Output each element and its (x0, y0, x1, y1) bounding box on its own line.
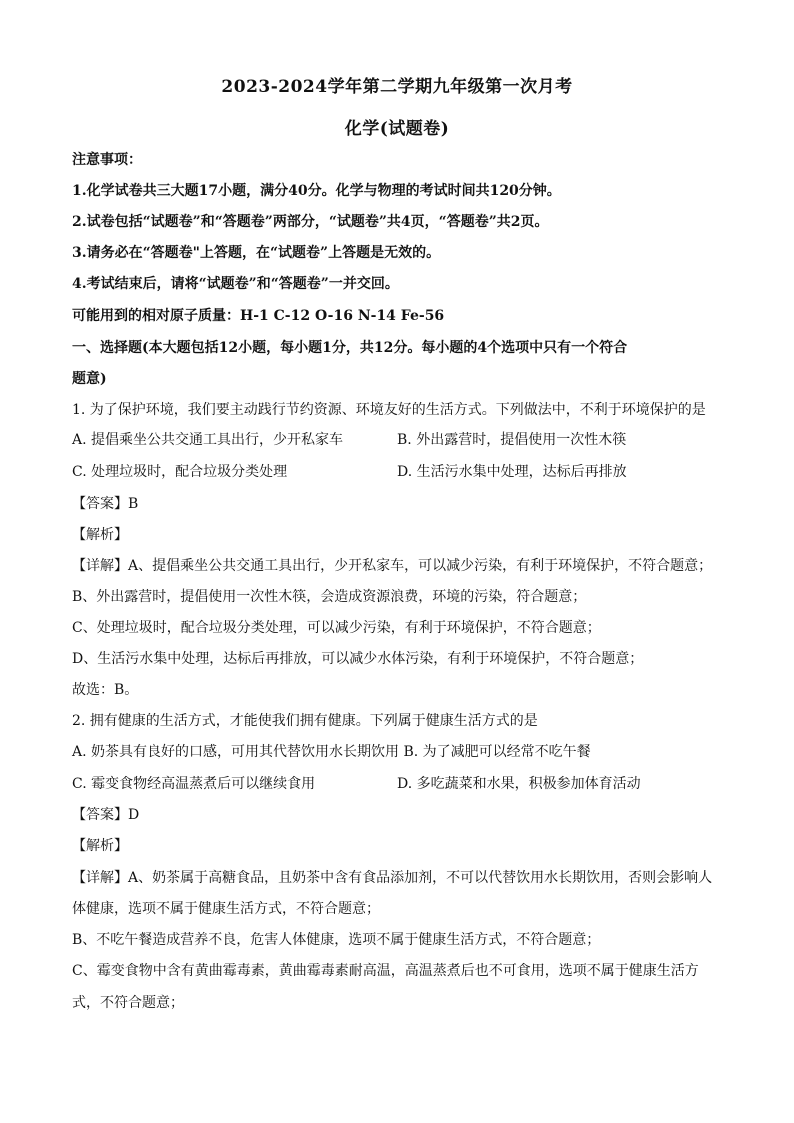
question-2-option-c: C. 霉变食物经高温蒸煮后可以继续食用 (72, 776, 316, 792)
question-1-option-d: D. 生活污水集中处理，达标后再排放 (397, 464, 627, 480)
question-2-option-d: D. 多吃蔬菜和水果，积极参加体育活动 (397, 776, 641, 792)
notice-item-3: 3.请务必在“答题卷"上答题，在“试题卷”上答题是无效的。 (72, 245, 441, 261)
question-1-option-c: C. 处理垃圾时，配合垃圾分类处理 (72, 464, 288, 480)
question-1-detail-d: D、生活污水集中处理，达标后再排放，可以减少水体污染，有利于环境保护，不符合题意； (72, 651, 644, 667)
notice-item-4: 4.考试结束后，请将“试题卷”和“答题卷”一并交回。 (72, 276, 399, 292)
question-2-detail-c-cont: 式，不符合题意； (72, 995, 184, 1011)
question-2-analysis-label: 【解析】 (72, 838, 128, 854)
question-2-detail-a: 【详解】A、奶茶属于高糖食品，且奶茶中含有食品添加剂，不可以代替饮用水长期饮用，否则会影响人 (72, 870, 713, 886)
question-1-option-a: A. 提倡乘坐公共交通工具出行，少开私家车 (72, 432, 344, 448)
question-2-detail-c: C、霉变食物中含有黄曲霉毒素，黄曲霉毒素耐高温，高温蒸煮后也不可食用，选项不属于健康生活方 (72, 963, 699, 979)
question-1-detail-c: C、处理垃圾时，配合垃圾分类处理，可以减少污染，有利于环境保护，不符合题意； (72, 620, 601, 636)
notice-heading: 注意事项： (72, 152, 142, 168)
section-heading-cont: 题意) (72, 371, 107, 387)
question-1-options-row2 (72, 462, 722, 482)
page-subtitle: 化学(试题卷) (344, 119, 450, 139)
question-1-options-row1 (72, 430, 722, 450)
question-2-options-ab: A. 奶茶具有良好的口感，可用其代替饮用水长期饮用 B. 为了减肥可以经常不吃午餐 (72, 744, 591, 760)
notice-item-1: 1.化学试卷共三大题17小题，满分40分。化学与物理的考试时间共120分钟。 (72, 183, 561, 199)
question-1-detail-b: B、外出露营时，提倡使用一次性木筷，会造成资源浪费，环境的污染，符合题意； (72, 589, 587, 605)
question-2-detail-a-cont: 体健康，选项不属于健康生活方式，不符合题意； (72, 901, 380, 917)
question-2-detail-b: B、不吃午餐造成营养不良，危害人体健康，选项不属于健康生活方式，不符合题意； (72, 932, 601, 948)
question-1-analysis-label: 【解析】 (72, 527, 128, 543)
question-2-stem: 2. 拥有健康的生活方式，才能使我们拥有健康。下列属于健康生活方式的是 (72, 713, 538, 729)
section-heading: 一、选择题(本大题包括12小题，每小题1分，共12分。每小题的4个选项中只有一个符合 (72, 340, 628, 356)
question-1-detail-a: 【详解】A、提倡乘坐公共交通工具出行，少开私家车，可以减少污染，有利于环境保护，不符合题意； (72, 558, 713, 574)
question-2-answer: 【答案】D (72, 807, 140, 823)
question-1-stem: 1. 为了保护环境，我们要主动践行节约资源、环境友好的生活方式。下列做法中，不利于环境保护的是 (72, 402, 706, 418)
page-title: 2023-2024学年第二学期九年级第一次月考 (221, 77, 573, 97)
atomic-mass-line: 可能用到的相对原子质量：H-1 C-12 O-16 N-14 Fe-56 (72, 308, 445, 324)
question-1-conclusion: 故选：B。 (72, 682, 139, 698)
question-1-answer: 【答案】B (72, 496, 139, 512)
notice-item-2: 2.试卷包括“试题卷”和“答题卷”两部分，“试题卷”共4页，“答题卷”共2页。 (72, 214, 549, 230)
question-1-option-b: B. 外出露营时，提倡使用一次性木筷 (397, 432, 627, 448)
question-2-options-row2 (72, 774, 722, 794)
